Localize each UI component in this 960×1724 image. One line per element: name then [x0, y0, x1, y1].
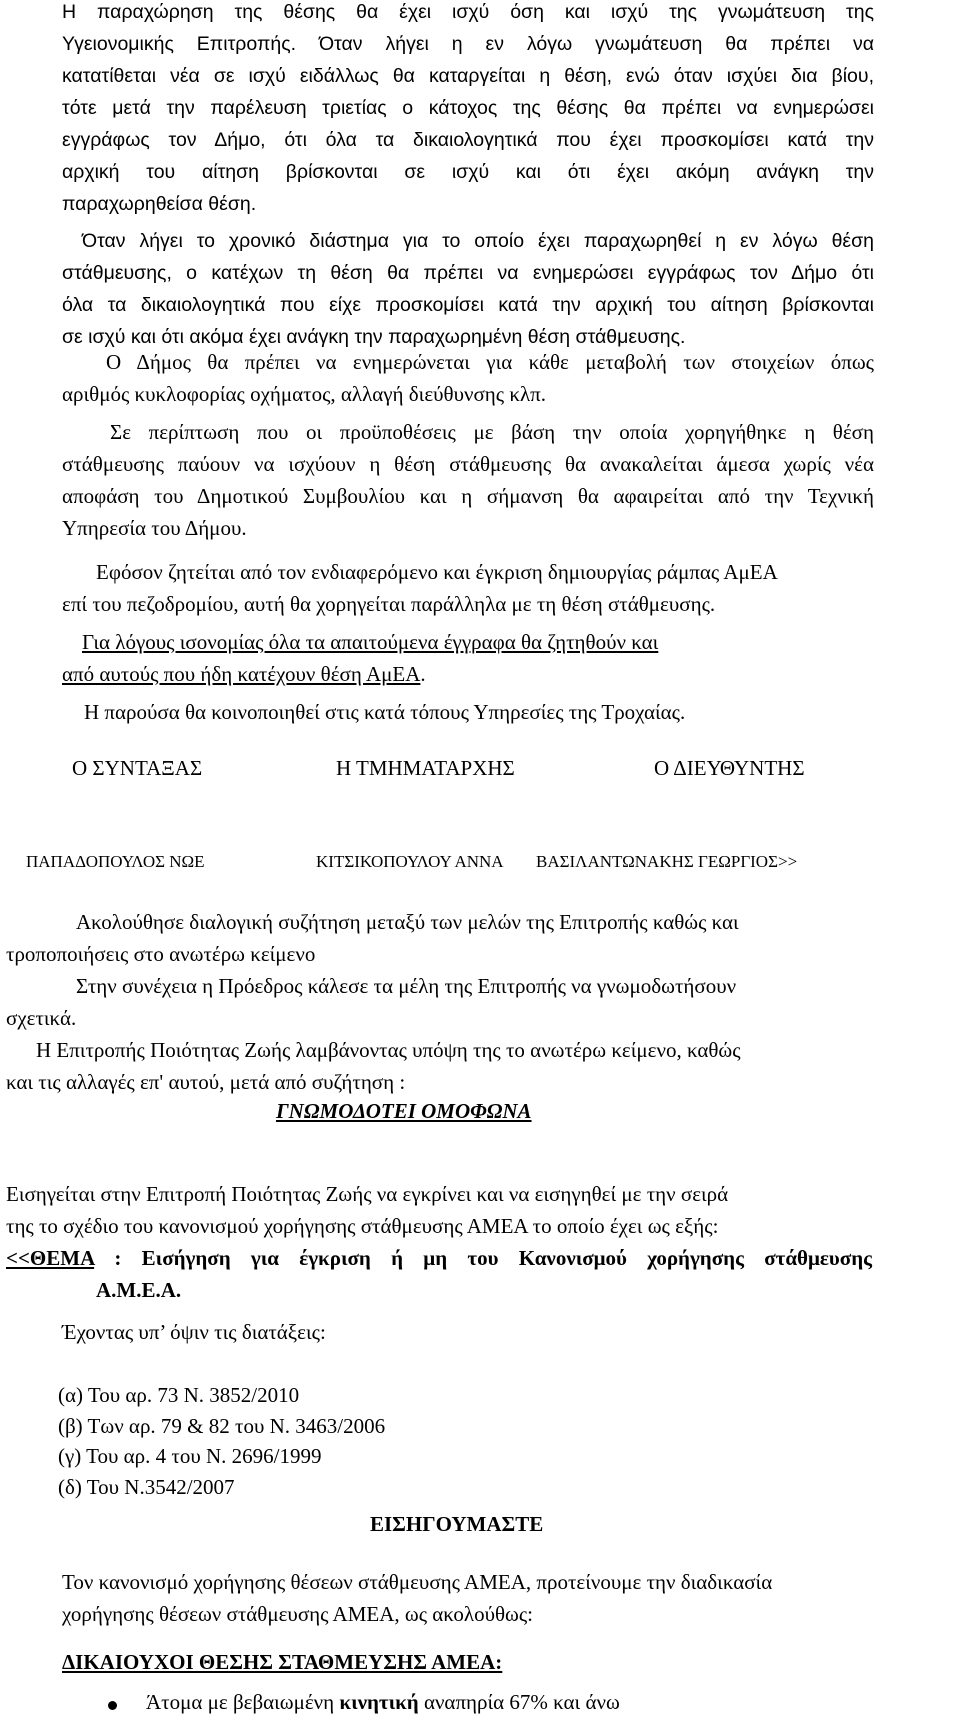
signature-name-head: ΚΙΤΣΙΚΟΠΟΥΛΟΥ ΑΝΝΑ — [316, 852, 504, 871]
text-line: Τον κανονισμό χορήγησης θέσεων στάθμευσης ΑΜΕΑ, προτείνουμε την διαδικασία — [62, 1570, 773, 1594]
signature-title-author: Ο ΣΥΝΤΑΞΑΣ — [72, 756, 203, 780]
list-item: (α) Του αρ. 73 Ν. 3852/2010 — [58, 1383, 300, 1407]
text-line: στάθμευσης παύουν να ισχύουν η θέση στάθμευσης θα ανακαλείται άμεσα χωρίς νέα — [62, 452, 874, 476]
verdict-unanimous: ΓΝΩΜΟΔΟΤΕΙ ΟΜΟΦΩΝΑ — [276, 1099, 532, 1123]
paragraph-proposal — [62, 1566, 874, 1630]
signature-name-director: ΒΑΣΙΛΑΝΤΩΝΑΚΗΣ ΓΕΩΡΓΙΟΣ>> — [536, 852, 798, 871]
text-line: τότε μετά την παρέλευση τριετίας ο κάτοχος της θέσης θα πρέπει να ενημερώσει — [62, 97, 874, 119]
theme-label: <<ΘΕΜΑ — [6, 1246, 95, 1270]
paragraph-validity — [62, 0, 874, 220]
text-line: Η Επιτροπής Ποιότητας Ζωής λαμβάνοντας υπόψη της το ανωτέρω κείμενο, καθώς — [36, 1038, 741, 1062]
text-line: Η παραχώρηση της θέσης θα έχει ισχύ όση και ισχύ της γνωμάτευση της — [62, 1, 874, 23]
text-line: Η παρούσα θα κοινοποιηθεί στις κατά τόπους Υπηρεσίες της Τροχαίας. — [84, 700, 686, 724]
text-line: Εισηγείται στην Επιτροπή Ποιότητας Ζωής να εγκρίνει και να εισηγηθεί με την σειρά — [6, 1182, 729, 1206]
paragraph-discussion — [6, 906, 872, 1098]
text-line: αριθμός κυκλοφορίας οχήματος, αλλαγή διεύθυνσης κλπ. — [62, 382, 546, 406]
beneficiaries-heading: ΔΙΚΑΙΟΥΧΟΙ ΘΕΣΗΣ ΣΤΑΘΜΕΥΣΗΣ ΑΜΕΑ: — [62, 1650, 503, 1674]
text-line: Εφόσον ζητείται από τον ενδιαφερόμενο και έγκριση δημιουργίας ράμπας ΑμΕΑ — [96, 560, 778, 584]
text-line: επί του πεζοδρομίου, αυτή θα χορηγείται παράλληλα με τη θέση στάθμευσης. — [62, 592, 716, 616]
underlined-text: Για λόγους ισονομίας όλα τα απαιτούμενα έγγραφα θα ζητηθούν και — [82, 630, 659, 654]
text-line: χορήγησης θέσεων στάθμευσης ΑΜΕΑ, ως ακολούθως: — [62, 1602, 533, 1626]
text-line: τροποποιήσεις στο ανωτέρω κείμενο — [6, 942, 316, 966]
text-line: αρχική του αίτηση βρίσκονται σε ισχύ και ότι έχει ακόμη ανάγκη την — [62, 161, 874, 183]
text-line: Σε περίπτωση που οι προϋποθέσεις με βάση την οποία χορηγήθηκε η θέση — [110, 420, 874, 444]
proposal-heading: ΕΙΣΗΓΟΥΜΑΣΤΕ — [370, 1512, 544, 1536]
theme-line2: Α.Μ.Ε.Α. — [96, 1278, 182, 1302]
provisions-list — [58, 1380, 858, 1502]
list-item: (δ) Του Ν.3542/2007 — [58, 1474, 235, 1499]
paragraph-equality: Για λόγους ισονομίας όλα τα απαιτούμενα έγγραφα θα ζητηθούν και από αυτούς που ήδη κατέχουν θέση ΑμΕΑ. — [62, 630, 659, 686]
text-line: στάθμευσης, ο κατέχων τη θέση θα πρέπει να ενημερώσει εγγράφως τον Δήμο ότι — [62, 262, 874, 284]
text-line: Ο Δήμος θα πρέπει να ενημερώνεται για κάθε μεταβολή των στοιχείων όπως — [106, 350, 874, 374]
paragraph-recommendation — [6, 1178, 872, 1306]
list-item: (γ) Του αρ. 4 του Ν. 2696/1999 — [58, 1444, 322, 1468]
theme-text: : Εισήγηση για έγκριση ή μη του Κανονισμού χορήγησης στάθμευσης — [94, 1246, 872, 1270]
text-line: σε ισχύ και ότι ακόμα έχει ανάγκη την παραχωρημένη θέση στάθμευσης. — [62, 326, 686, 348]
signature-name-author: ΠΑΠΑΔΟΠΟΥΛΟΣ ΝΩΕ — [26, 852, 205, 871]
paragraph-expiry — [62, 225, 874, 353]
text-line: Ακολούθησε διαλογική συζήτηση μεταξύ των μελών της Επιτροπής καθώς και — [76, 910, 739, 934]
beneficiary-item: Άτομα με βεβαιωμένη κινητική αναπηρία 67% και άνω — [146, 1690, 620, 1714]
text-line: και τις αλλαγές επ' αυτού, μετά από συζήτηση : — [6, 1070, 406, 1094]
list-item: (β) Των αρ. 79 & 82 του Ν. 3463/2006 — [58, 1413, 386, 1438]
paragraph-ramp — [62, 556, 874, 620]
text-line: εγγράφως τον Δήμο, ότι όλα τα δικαιολογητικά που έχει προσκομίσει κατά την — [62, 129, 874, 151]
text-line: Υπηρεσία του Δήμου. — [62, 516, 247, 540]
underlined-text: από αυτούς που ήδη κατέχουν θέση ΑμΕΑ — [62, 662, 421, 686]
paragraph-changes — [62, 346, 874, 410]
text-line: Στην συνέχεια η Πρόεδρος κάλεσε τα μέλη της Επιτροπής να γνωμοδωτήσουν — [76, 974, 737, 998]
bullet-icon — [108, 1701, 117, 1710]
text-line: αποφάση του Δημοτικού Συμβουλίου και η σήμανση θα αφαιρείται από την Τεχνική — [62, 484, 874, 508]
text-line: της το σχέδιο του κανονισμού χορήγησης στάθμευσης ΑΜΕΑ το οποίο έχει ως εξής: — [6, 1214, 719, 1238]
text-line: παραχωρηθείσα θέση. — [62, 193, 257, 215]
text-line: Υγειονομικής Επιτροπής. Όταν λήγει η εν λόγω γνωμάτευση θα πρέπει να — [62, 33, 874, 55]
paragraph-revocation — [62, 416, 874, 544]
signature-title-head: Η ΤΜΗΜΑΤΑΡΧΗΣ — [336, 756, 515, 780]
signature-title-director: Ο ΔΙΕΥΘΥΝΤΗΣ — [654, 756, 805, 780]
text-line: κατατίθεται νέα σε ισχύ ειδάλλως θα καταργείται η θέση, ενώ όταν ισχύει δια βίου, — [62, 65, 874, 87]
provisions-intro: Έχοντας υπ’ όψιν τις διατάξεις: — [62, 1320, 326, 1344]
text-line: Όταν λήγει το χρονικό διάστημα για το οποίο έχει παραχωρηθεί η εν λόγω θέση — [82, 230, 874, 252]
text-line: σχετικά. — [6, 1006, 77, 1030]
paragraph-notification — [84, 696, 874, 728]
text-line: όλα τα δικαιολογητικά που είχε προσκομίσει κατά την αρχική του αίτηση βρίσκονται — [62, 294, 874, 316]
